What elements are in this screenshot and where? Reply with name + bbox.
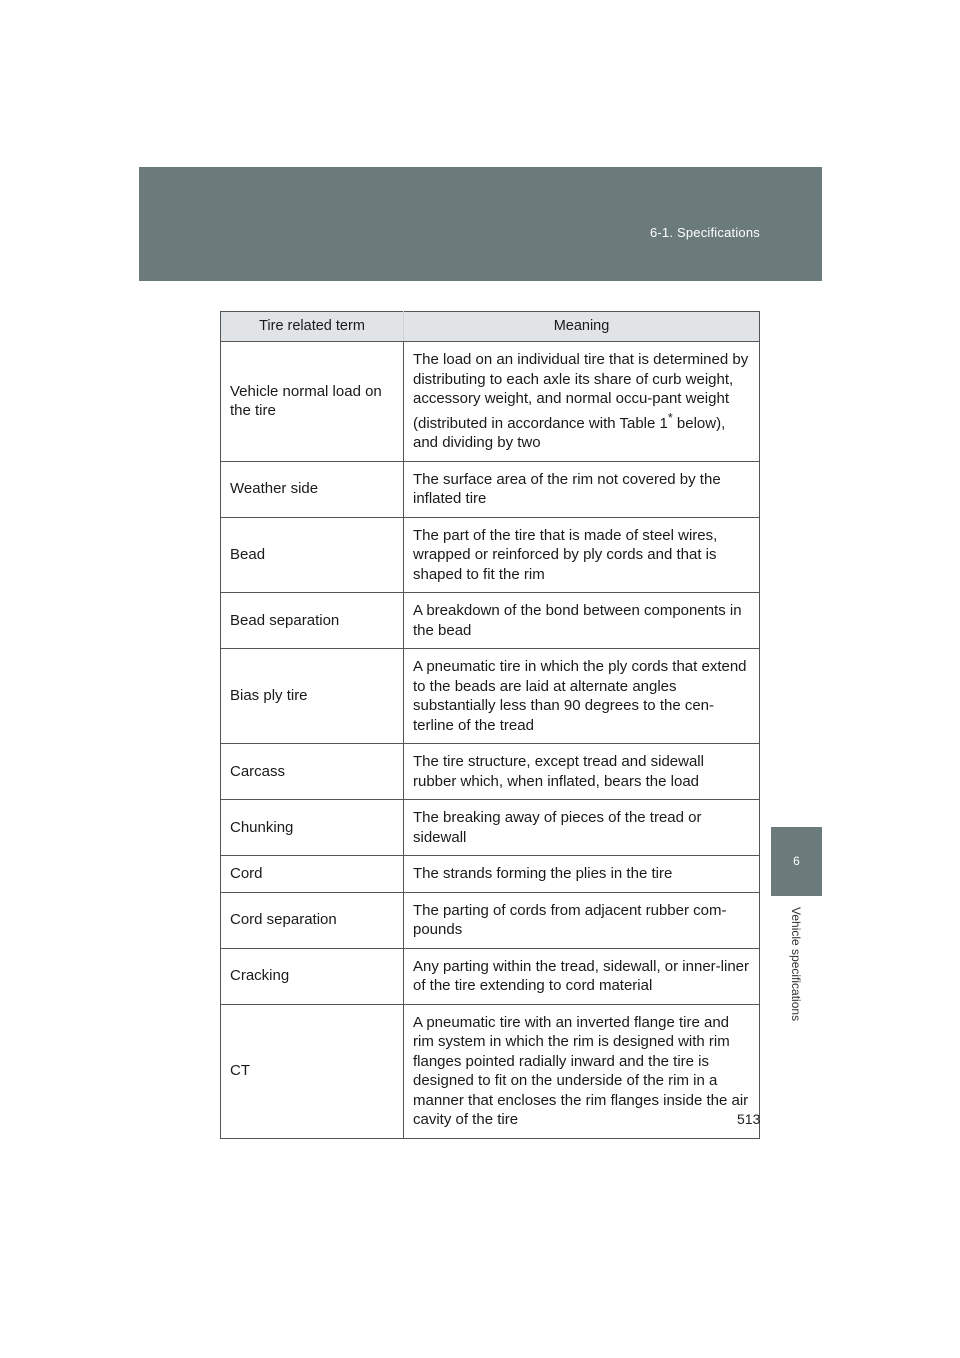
- term-cell: Cord: [221, 856, 404, 893]
- chapter-side-label: [786, 907, 806, 1047]
- table-row: [221, 342, 760, 462]
- term-cell: Bead separation: [221, 593, 404, 649]
- page-number: 513: [737, 1111, 761, 1127]
- header-band: [139, 167, 822, 281]
- table-row: [221, 517, 760, 593]
- table-row: [221, 744, 760, 800]
- footnote-asterisk: *: [667, 410, 673, 425]
- meaning-cell: The surface area of the rim not covered by the inflated tire: [404, 461, 760, 517]
- meaning-cell: The parting of cords from adjacent rubber com-pounds: [404, 892, 760, 948]
- table-row: [221, 461, 760, 517]
- table-row: [221, 856, 760, 893]
- term-cell: Vehicle normal load on the tire: [221, 342, 404, 462]
- section-title: 6-1. Specifications: [649, 225, 760, 240]
- term-cell: Cracking: [221, 948, 404, 1004]
- table-row: [221, 800, 760, 856]
- meaning-text-tail: below), and dividing by two: [413, 414, 726, 451]
- meaning-cell: The part of the tire that is made of steel wires, wrapped or reinforced by ply cords and that is shaped to fit the rim: [404, 517, 760, 593]
- meaning-cell: A pneumatic tire in which the ply cords that extend to the beads are laid at alternate angles substantially less than 90 degrees to the cen-terline of the tread: [404, 649, 760, 744]
- column-header-meaning: Meaning: [404, 312, 760, 342]
- meaning-cell: Any parting within the tread, sidewall, or inner-liner of the tire extending to cord material: [404, 948, 760, 1004]
- column-header-term: Tire related term: [221, 312, 404, 342]
- meaning-cell: The tire structure, except tread and sidewall rubber which, when inflated, bears the load: [404, 744, 760, 800]
- table-row: [221, 593, 760, 649]
- chapter-title: Vehicle specifications: [789, 907, 803, 1022]
- tire-terms-table: [220, 311, 760, 1139]
- chapter-number: 6: [793, 854, 800, 868]
- meaning-cell: [404, 342, 760, 462]
- meaning-cell: The breaking away of pieces of the tread or sidewall: [404, 800, 760, 856]
- meaning-cell: The strands forming the plies in the tire: [404, 856, 760, 893]
- meaning-cell: A breakdown of the bond between components in the bead: [404, 593, 760, 649]
- table-header-row: [221, 312, 760, 342]
- term-cell: Bias ply tire: [221, 649, 404, 744]
- table-row: [221, 892, 760, 948]
- term-cell: Chunking: [221, 800, 404, 856]
- term-cell: Bead: [221, 517, 404, 593]
- table-row: [221, 948, 760, 1004]
- table-row: [221, 649, 760, 744]
- term-cell: CT: [221, 1004, 404, 1138]
- table-row: [221, 1004, 760, 1138]
- chapter-tab: [771, 827, 822, 896]
- meaning-cell: A pneumatic tire with an inverted flange tire and rim system in which the rim is designed with rim flanges pointed radially inward and the tire is designed to fit on the underside of the rim in a manner that encloses the rim flanges inside the air cavity of the tire: [404, 1004, 760, 1138]
- term-cell: Weather side: [221, 461, 404, 517]
- term-cell: Carcass: [221, 744, 404, 800]
- term-cell: Cord separation: [221, 892, 404, 948]
- meaning-text: The load on an individual tire that is determined by distributing to each axle its share of curb weight, accessory weight, and normal occu-pant weight (distributed in accordance with Table 1: [413, 351, 749, 432]
